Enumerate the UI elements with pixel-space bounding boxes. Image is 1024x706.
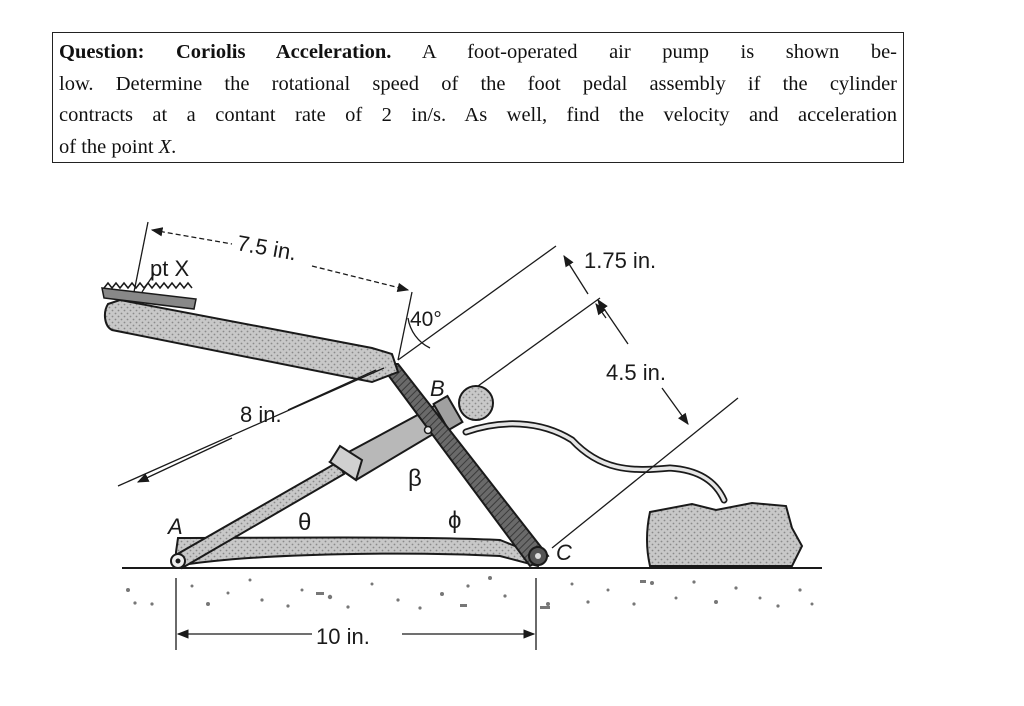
air-tank [647, 503, 802, 566]
valve-knob [459, 386, 493, 420]
pin-c-center [535, 553, 541, 559]
question-line-3: contracts at a contant rate of 2 in/s. As well, find the velocity and acceleration [59, 104, 897, 126]
question-heading: Question: Coriolis Acceleration. [59, 41, 392, 63]
pedal-arm [105, 300, 398, 382]
air-hose [466, 424, 724, 500]
pin-b [425, 427, 432, 434]
ground-gravel [126, 576, 814, 610]
label-pt-x: pt X [150, 256, 190, 281]
label-angle-40: 40° [410, 308, 442, 331]
question-line-2: low. Determine the rotational speed of the foot pedal assembly if the cylinder [59, 72, 897, 95]
question-line-4-text: of the point [59, 135, 154, 158]
question-line-1-rest: A foot-operated air pump is shown be- [421, 41, 897, 63]
pin-a-center [176, 559, 181, 564]
label-phi: ϕ [448, 507, 462, 534]
label-theta: θ [298, 509, 312, 536]
label-point-a: A [168, 514, 183, 539]
base-link [176, 538, 540, 567]
label-dim-4-5: 4.5 in. [606, 360, 666, 385]
question-line-4-end: . [171, 135, 177, 158]
label-dim-1-75: 1.75 in. [584, 248, 657, 273]
label-point-c: C [556, 540, 572, 565]
question-var-x: X [158, 135, 172, 158]
label-beta: β [408, 465, 422, 492]
label-dim-8: 8 in. [240, 402, 282, 427]
label-dim-10: 10 in. [316, 624, 370, 649]
label-dim-7-5: 7.5 in. [235, 230, 299, 266]
label-point-b: B [430, 376, 445, 401]
